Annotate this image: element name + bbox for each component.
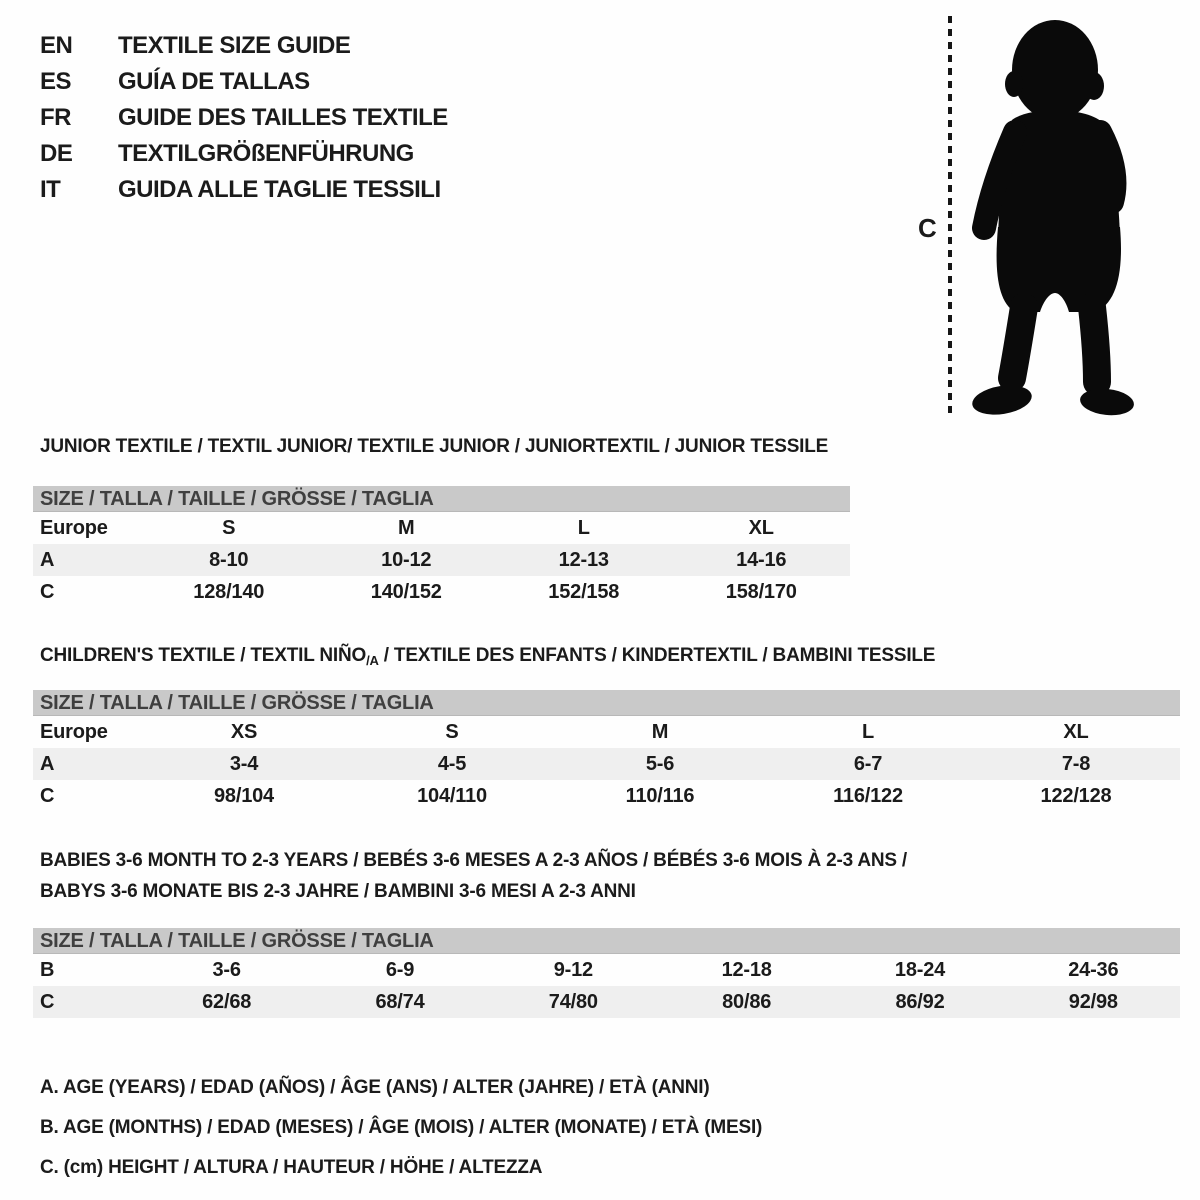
months-cell: 6-9: [385, 959, 415, 981]
size-cell: XL: [1063, 721, 1089, 743]
babies-size-table: [33, 928, 1180, 1018]
language-title-block: [40, 28, 448, 208]
row-label: C: [40, 785, 55, 807]
children-size-table: [33, 690, 1180, 812]
height-cell: 68/74: [375, 991, 425, 1013]
months-cell: 3-6: [212, 959, 241, 981]
age-cell: 14-16: [736, 549, 787, 571]
baby-silhouette-image: [960, 12, 1140, 417]
size-header-bar: SIZE / TALLA / TAILLE / GRÖSSE / TAGLIA: [33, 928, 1180, 954]
size-cell: S: [445, 721, 459, 743]
height-cell: 74/80: [548, 991, 598, 1013]
legend-line-b: B. AGE (MONTHS) / EDAD (MESES) / ÂGE (MOIS) / ALTER (MONATE) / ETÀ (MESI): [40, 1117, 763, 1138]
age-cell: 4-5: [437, 753, 467, 775]
legend-block: [40, 1068, 762, 1188]
section-title-junior: JUNIOR TEXTILE / TEXTIL JUNIOR/ TEXTILE JUNIOR / JUNIORTEXTIL / JUNIOR TESSILE: [40, 436, 829, 457]
height-cell: 152/158: [548, 581, 620, 603]
table-row-height: [33, 780, 1180, 812]
age-cell: 3-4: [229, 753, 259, 775]
height-label-c: C: [918, 213, 937, 243]
children-title-subscript: /A: [366, 653, 379, 668]
language-title-fr: GUIDE DES TAILLES TEXTILE: [118, 104, 448, 131]
months-cell: 18-24: [894, 959, 946, 981]
language-code-en: EN: [40, 32, 73, 59]
table-row-height: [33, 576, 850, 608]
age-cell: 10-12: [381, 549, 432, 571]
age-cell: 12-13: [558, 549, 609, 571]
size-header-bar: SIZE / TALLA / TAILLE / GRÖSSE / TAGLIA: [33, 486, 850, 512]
language-title-es: GUÍA DE TALLAS: [118, 68, 310, 95]
size-cell: S: [222, 517, 236, 539]
table-row-europe: [33, 512, 850, 544]
legend-line-c: C. (cm) HEIGHT / ALTURA / HAUTEUR / HÖHE / ALTEZZA: [40, 1157, 543, 1178]
height-cell: 128/140: [193, 581, 265, 603]
height-cell: 80/86: [722, 991, 772, 1013]
age-cell: 8-10: [209, 549, 249, 571]
row-label: A: [40, 753, 55, 775]
row-label: B: [40, 959, 55, 981]
section-title-babies-line1: BABIES 3-6 MONTH TO 2-3 YEARS / BEBÉS 3-6 MESES A 2-3 AÑOS / BÉBÉS 3-6 MOIS À 2-3 ANS /: [40, 850, 908, 871]
table-row-height: [33, 986, 1180, 1018]
section-title-babies-line2: BABYS 3-6 MONATE BIS 2-3 JAHRE / BAMBINI 3-6 MESI A 2-3 ANNI: [40, 881, 636, 902]
language-title-de: TEXTILGRÖßENFÜHRUNG: [118, 140, 414, 167]
height-cell: 62/68: [202, 991, 252, 1013]
height-cell: 116/122: [833, 785, 903, 807]
size-cell: XS: [230, 721, 258, 743]
table-row-europe: [33, 716, 1180, 748]
table-row-age: [33, 748, 1180, 780]
size-header-bar: SIZE / TALLA / TAILLE / GRÖSSE / TAGLIA: [33, 690, 1180, 716]
height-cell: 110/116: [625, 785, 695, 807]
language-code-de: DE: [40, 140, 73, 167]
size-cell: L: [577, 517, 590, 539]
row-label: Europe: [40, 721, 108, 743]
legend-line-a: A. AGE (YEARS) / EDAD (AÑOS) / ÂGE (ANS) / ALTER (JAHRE) / ETÀ (ANNI): [40, 1077, 710, 1098]
months-cell: 24-36: [1068, 959, 1119, 981]
height-cell: 98/104: [214, 785, 274, 807]
row-label: C: [40, 991, 55, 1013]
months-cell: 9-12: [553, 959, 593, 981]
row-label: C: [40, 581, 55, 603]
table-row-months: [33, 954, 1180, 986]
months-cell: 12-18: [721, 959, 772, 981]
language-code-es: ES: [40, 68, 72, 95]
section-title-children: [40, 645, 935, 668]
height-measure-dashed-line: [948, 16, 952, 414]
table-row-age: [33, 544, 850, 576]
children-title-part2: / TEXTILE DES ENFANTS / KINDERTEXTIL / BAMBINI TESSILE: [378, 645, 936, 666]
children-title-part1: CHILDREN'S TEXTILE / TEXTIL NIÑO: [40, 645, 367, 666]
height-cell: 158/170: [725, 581, 797, 603]
size-cell: XL: [748, 517, 774, 539]
height-cell: 122/128: [1040, 785, 1112, 807]
size-cell: M: [651, 721, 669, 743]
language-code-it: IT: [40, 176, 61, 203]
height-cell: 86/92: [895, 991, 945, 1013]
row-label: A: [40, 549, 55, 571]
language-title-it: GUIDA ALLE TAGLIE TESSILI: [118, 176, 441, 203]
age-cell: 5-6: [645, 753, 675, 775]
size-cell: L: [861, 721, 875, 743]
language-code-fr: FR: [40, 104, 71, 131]
junior-size-table: [33, 486, 850, 608]
size-cell: M: [398, 517, 415, 539]
age-cell: 6-7: [853, 753, 883, 775]
row-label: Europe: [40, 517, 108, 539]
height-cell: 140/152: [370, 581, 442, 603]
age-cell: 7-8: [1061, 753, 1091, 775]
height-cell: 104/110: [417, 785, 487, 807]
language-title-en: TEXTILE SIZE GUIDE: [118, 32, 351, 59]
height-cell: 92/98: [1068, 991, 1118, 1013]
